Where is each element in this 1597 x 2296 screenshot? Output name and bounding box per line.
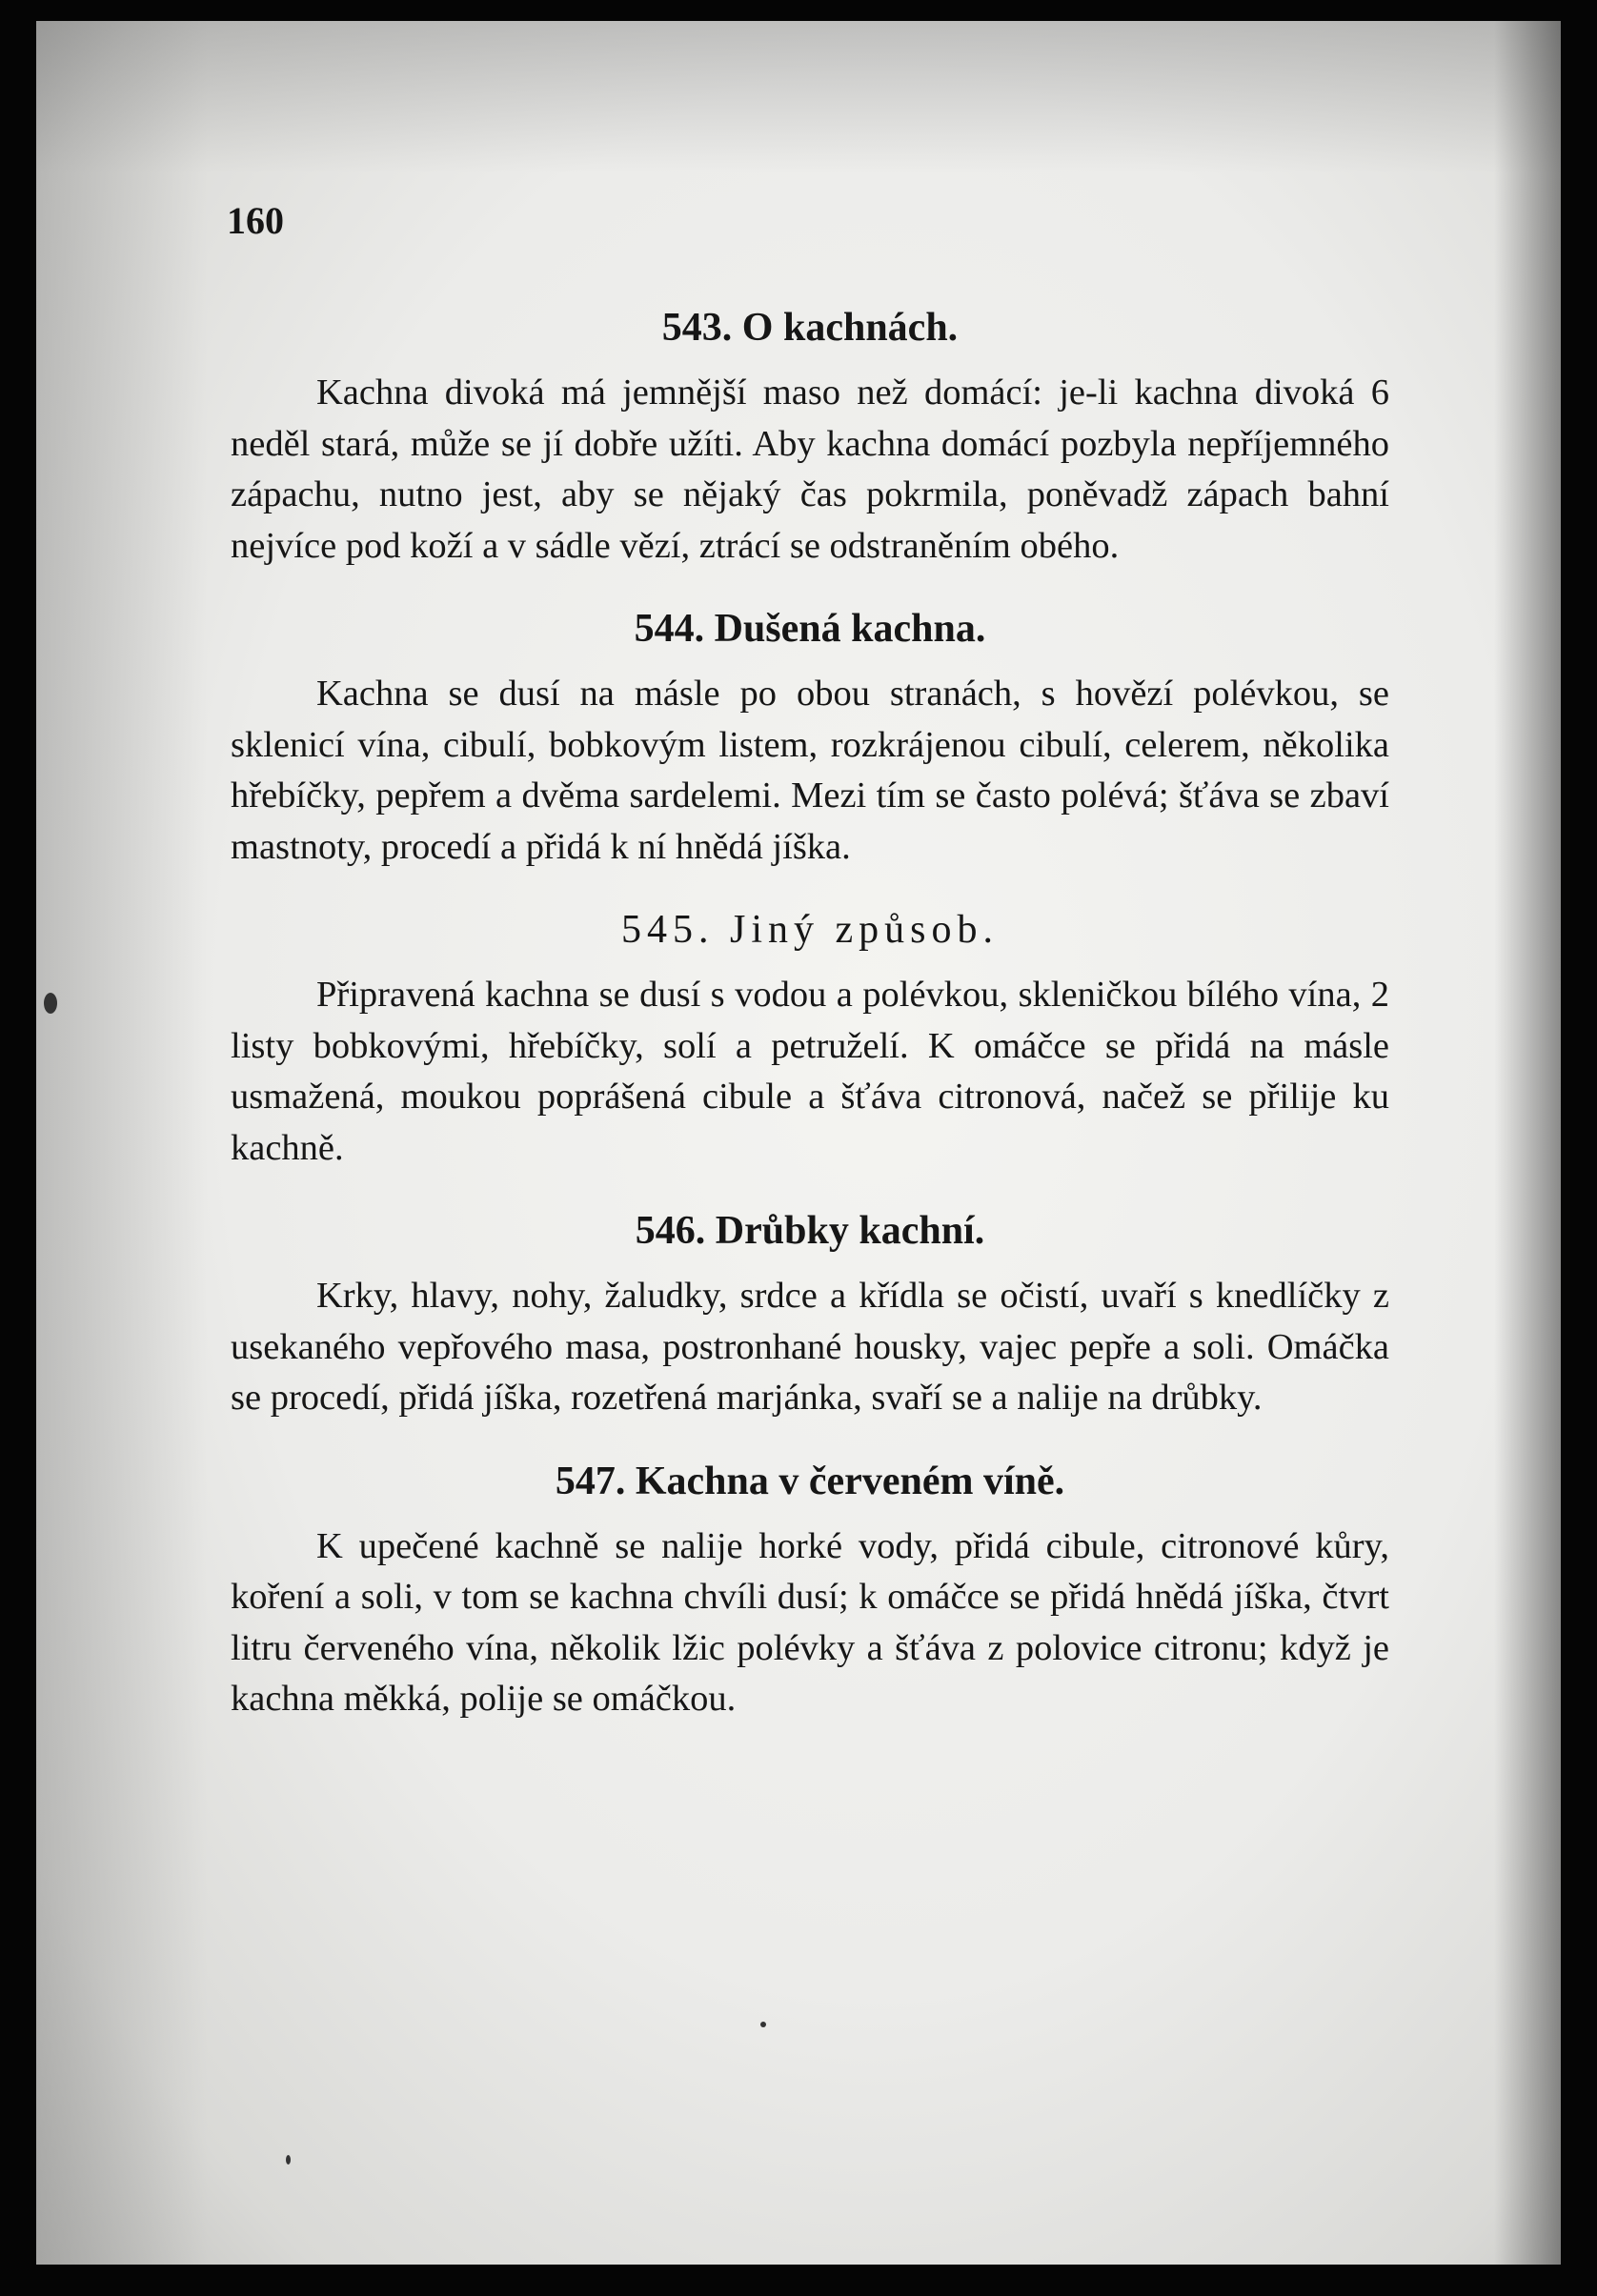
recipe-543 — [231, 297, 1389, 572]
page-shadow-left — [36, 21, 208, 2265]
recipe-545 — [231, 899, 1389, 1174]
recipe-heading: 545. Jiný způsob. — [621, 908, 999, 952]
ink-speck — [286, 2155, 291, 2165]
recipe-text: Připravená kachna se dusí s vodou a polévkou, skleničkou bílého vína, 2 listy bobkovými, hřebíčky, solí a petruželí. K omáčce se přidá na másle usmažená, moukou poprášená cibule a šťáva citronová, načež se přilije ku kachně. — [231, 975, 1389, 1168]
recipe-text: Kachna se dusí na másle po obou stranách, s hovězí polévkou, se sklenicí vína, cibulí, bobkovým listem, rozkrájenou cibulí, celerem, několika hřebíčky, pepřem a dvěma sardelemi. Mezi tím se často polévá; šťáva se zbaví mastnoty, procedí a přidá k ní hnědá jíška. — [231, 674, 1389, 867]
recipe-547 — [231, 1451, 1389, 1725]
page-content — [231, 297, 1389, 1752]
recipe-text: K upečené kachně se nalije horké vody, přidá cibule, citronové kůry, koření a soli, v tom se kachna chvíli dusí; k omáčce se přidá hnědá jíška, čtvrt litru červeného vína, několik lžic polévky a šťáva z polovice citronu; když je kachna měkká, polije se omáčkou. — [231, 1525, 1389, 1719]
ink-speck — [44, 993, 57, 1014]
page-shadow-right — [1494, 21, 1561, 2265]
page-shadow-top — [36, 21, 1561, 173]
recipe-text: Kachna divoká má jemnější maso než domácí: je-li kachna divoká 6 neděl stará, může se jí dobře užíti. Aby kachna domácí pozbyla nepříjemného zápachu, nutno jest, aby se nějaký čas pokrmila, poněvadž zápach bahní nejvíce pod koží a v sádle vězí, ztrácí se odstraněním obého. — [231, 373, 1389, 566]
recipe-546 — [231, 1200, 1389, 1424]
recipe-heading: 544. Dušená kachna. — [634, 607, 986, 651]
page-number: 160 — [227, 199, 284, 242]
recipe-heading: 547. Kachna v červeném víně. — [555, 1459, 1065, 1503]
recipe-text: Krky, hlavy, nohy, žaludky, srdce a křídla se očistí, uvaří s knedlíčky z usekaného vepřového masa, postronhané housky, vajec pepře a soli. Omáčka se procedí, přidá jíška, rozetřená marjánka, svaří se a nalije na drůbky. — [231, 1276, 1389, 1418]
ink-speck — [760, 2022, 766, 2027]
recipe-heading: 543. O kachnách. — [661, 306, 959, 350]
recipe-heading: 546. Drůbky kachní. — [635, 1209, 985, 1253]
recipe-544 — [231, 598, 1389, 873]
book-page — [36, 21, 1561, 2265]
